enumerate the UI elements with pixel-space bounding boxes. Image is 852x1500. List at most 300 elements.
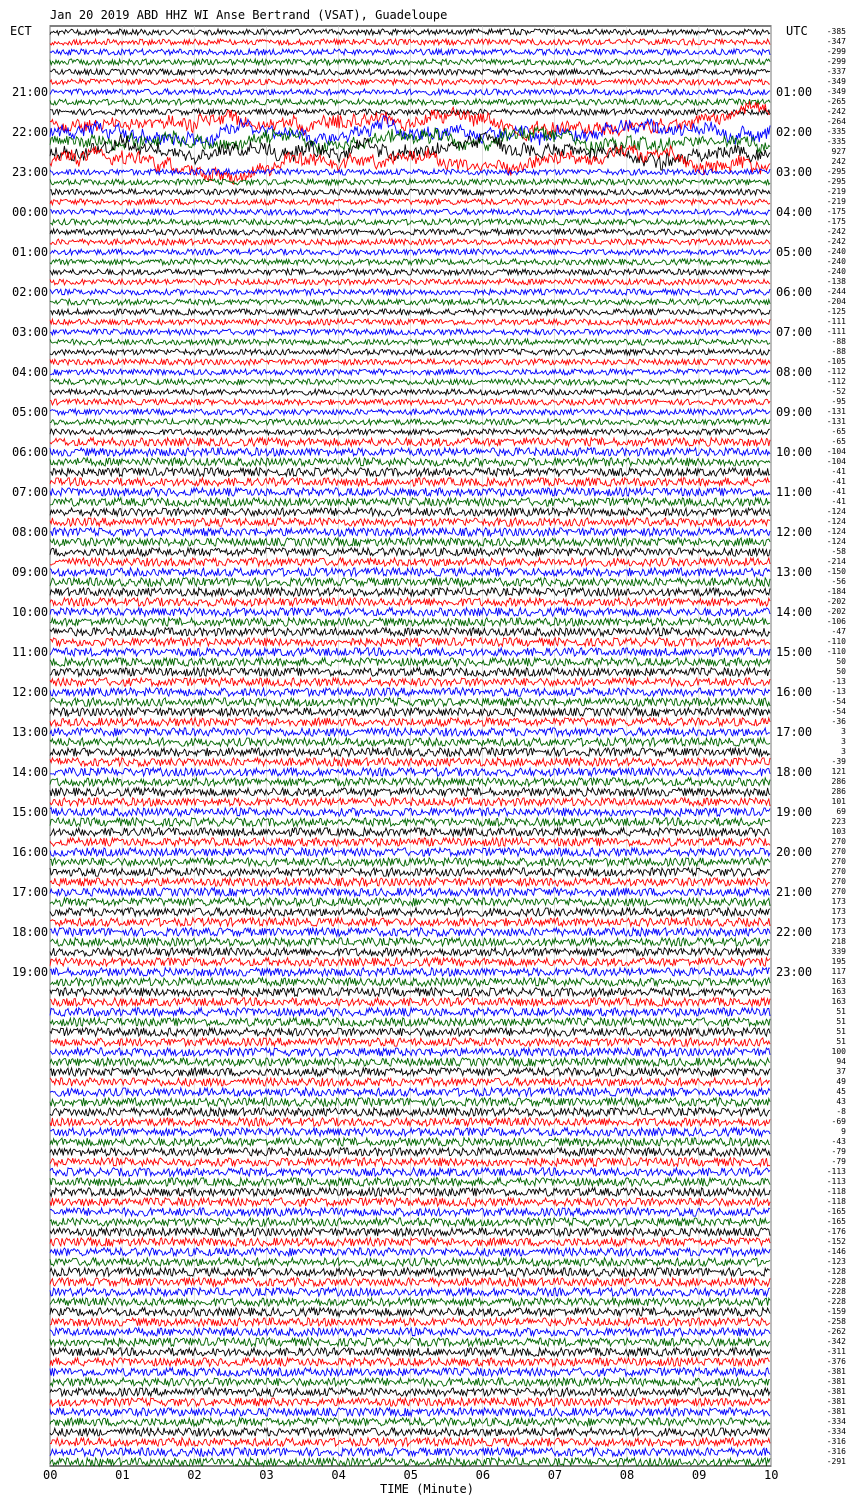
trace-row-85 [50, 878, 770, 886]
right-offset-value: -125 [826, 307, 846, 316]
trace-row-136 [50, 1388, 770, 1396]
trace-row-76 [50, 788, 770, 796]
trace-row-54 [50, 568, 770, 576]
trace-row-142 [50, 1448, 770, 1456]
trace-row-3 [50, 59, 770, 65]
x-tick-label: 05 [403, 1468, 418, 1482]
trace-row-88 [50, 908, 770, 916]
right-offset-value: 163 [831, 977, 846, 986]
trace-row-133 [50, 1358, 770, 1366]
trace-row-35 [50, 379, 770, 385]
trace-row-86 [50, 888, 770, 896]
right-offset-value: -128 [826, 1267, 846, 1276]
trace-row-115 [50, 1178, 770, 1186]
right-offset-value: -111 [826, 327, 846, 336]
trace-row-61 [50, 638, 770, 646]
right-offset-value: -95 [831, 397, 846, 406]
trace-row-87 [50, 898, 770, 906]
right-offset-value: 100 [831, 1047, 846, 1056]
trace-row-122 [50, 1248, 770, 1256]
left-time-label: 10:00 [12, 605, 49, 619]
trace-row-66 [50, 688, 770, 696]
right-offset-value: -228 [826, 1287, 846, 1296]
x-axis-title: TIME (Minute) [380, 1482, 474, 1496]
trace-row-107 [50, 1098, 770, 1106]
right-time-label: 01:00 [776, 85, 813, 99]
right-offset-value: -335 [826, 137, 846, 146]
right-offset-value: 103 [831, 827, 846, 836]
right-offset-value: -110 [826, 647, 846, 656]
right-time-label: 02:00 [776, 125, 813, 139]
right-time-label: 04:00 [776, 205, 813, 219]
x-tick-label: 06 [475, 1468, 491, 1482]
right-time-label: 17:00 [776, 725, 813, 739]
right-offset-value: -36 [831, 717, 846, 726]
trace-row-119 [50, 1218, 770, 1226]
right-offset-value: -138 [826, 277, 846, 286]
right-offset-value: -219 [826, 187, 846, 196]
right-offset-value: -334 [826, 1427, 846, 1436]
trace-row-45 [50, 478, 770, 486]
trace-row-64 [50, 668, 770, 676]
right-offset-value: -65 [831, 427, 846, 436]
trace-row-99 [50, 1018, 770, 1026]
right-time-label: 12:00 [776, 525, 813, 539]
right-offset-value: -104 [826, 457, 846, 466]
trace-row-58 [50, 608, 770, 616]
trace-row-139 [50, 1418, 770, 1426]
trace-row-0 [50, 29, 770, 35]
right-offset-value: -337 [826, 67, 846, 76]
right-offset-value: -316 [826, 1447, 846, 1456]
right-offset-value: 173 [831, 927, 846, 936]
right-offset-value: -105 [826, 357, 846, 366]
trace-row-57 [50, 598, 770, 606]
trace-row-127 [50, 1298, 770, 1306]
right-offset-value: 223 [831, 817, 846, 826]
trace-row-6 [50, 89, 770, 95]
right-offset-value: 51 [836, 1007, 846, 1016]
left-time-label: 11:00 [12, 645, 49, 659]
trace-row-116 [50, 1188, 770, 1196]
trace-row-55 [50, 578, 770, 586]
right-offset-value: -264 [826, 117, 846, 126]
left-time-label: 14:00 [12, 765, 49, 779]
right-offset-value: -228 [826, 1277, 846, 1286]
trace-row-111 [50, 1138, 770, 1146]
trace-row-143 [50, 1458, 770, 1466]
x-tick-label: 09 [691, 1468, 707, 1482]
right-offset-value: -240 [826, 267, 846, 276]
right-offset-value: -124 [826, 527, 846, 536]
right-time-label: 20:00 [776, 845, 813, 859]
trace-row-125 [50, 1278, 770, 1286]
right-offset-value: 3 [841, 737, 846, 746]
right-offset-value: 69 [836, 807, 846, 816]
right-offset-value: -39 [831, 757, 846, 766]
trace-row-94 [50, 968, 770, 976]
trace-row-51 [50, 538, 770, 546]
left-time-label: 13:00 [12, 725, 49, 739]
right-time-label: 10:00 [776, 445, 813, 459]
right-offset-value: -124 [826, 517, 846, 526]
trace-row-97 [50, 998, 770, 1006]
right-offset-value: -56 [831, 577, 846, 586]
right-offset-value: -118 [826, 1197, 846, 1206]
trace-row-134 [50, 1368, 770, 1376]
right-offset-value: 173 [831, 917, 846, 926]
trace-row-29 [50, 319, 770, 325]
trace-row-112 [50, 1148, 770, 1156]
trace-row-39 [50, 419, 770, 425]
trace-row-84 [50, 868, 770, 876]
trace-row-106 [50, 1088, 770, 1096]
right-offset-value: -202 [826, 597, 846, 606]
right-time-label: 08:00 [776, 365, 813, 379]
right-time-label: 05:00 [776, 245, 813, 259]
trace-row-27 [50, 299, 770, 305]
right-offset-value: -131 [826, 407, 846, 416]
trace-row-98 [50, 1008, 770, 1016]
right-time-label: 06:00 [776, 285, 813, 299]
trace-row-114 [50, 1168, 770, 1176]
right-offset-value: 3 [841, 727, 846, 736]
trace-group [50, 29, 770, 1466]
right-offset-value: -112 [826, 377, 846, 386]
trace-row-16 [50, 189, 770, 195]
right-offset-value: -385 [826, 27, 846, 36]
trace-row-137 [50, 1398, 770, 1406]
right-offset-value: -113 [826, 1177, 846, 1186]
trace-row-141 [50, 1438, 770, 1446]
right-offset-value: -342 [826, 1337, 846, 1346]
right-offset-value: -58 [831, 547, 846, 556]
right-offset-value: -316 [826, 1437, 846, 1446]
trace-row-31 [50, 339, 770, 345]
right-time-label: 21:00 [776, 885, 813, 899]
right-offset-value: -376 [826, 1357, 846, 1366]
trace-row-46 [50, 488, 770, 496]
trace-row-60 [50, 628, 770, 636]
trace-row-34 [50, 369, 770, 375]
right-offset-value: -299 [826, 57, 846, 66]
trace-row-8 [50, 109, 770, 115]
x-tick-label: 10 [764, 1468, 779, 1482]
right-time-label: 11:00 [776, 485, 813, 499]
right-offset-value: -381 [826, 1407, 846, 1416]
trace-row-63 [50, 658, 770, 666]
right-time-label: 09:00 [776, 405, 813, 419]
right-offset-value: 121 [831, 767, 846, 776]
x-tick-label: 07 [547, 1468, 563, 1482]
trace-row-50 [50, 528, 770, 536]
right-offset-value: -295 [826, 167, 846, 176]
right-offset-value: 51 [836, 1027, 846, 1036]
trace-row-56 [50, 588, 770, 596]
right-offset-value: -335 [826, 127, 846, 136]
trace-row-117 [50, 1198, 770, 1206]
trace-row-108 [50, 1108, 770, 1116]
right-offset-value: -165 [826, 1217, 846, 1226]
right-offset-value: -291 [826, 1457, 846, 1466]
trace-row-52 [50, 548, 770, 556]
left-time-label: 22:00 [12, 125, 49, 139]
right-offset-value: -41 [831, 467, 846, 476]
left-time-label: 16:00 [12, 845, 49, 859]
right-offset-value: 173 [831, 907, 846, 916]
right-offset-value: -124 [826, 507, 846, 516]
trace-row-21 [50, 239, 770, 245]
trace-row-138 [50, 1408, 770, 1416]
right-offset-value: 163 [831, 997, 846, 1006]
trace-row-44 [50, 468, 770, 476]
right-offset-value: -381 [826, 1367, 846, 1376]
right-offset-value: -54 [831, 707, 846, 716]
right-offset-value: 339 [831, 947, 846, 956]
trace-row-70 [50, 728, 770, 736]
right-offset-value: -8 [836, 1107, 846, 1116]
trace-row-73 [50, 758, 770, 766]
right-time-label: 19:00 [776, 805, 813, 819]
trace-row-77 [50, 798, 770, 806]
trace-row-22 [50, 249, 770, 255]
right-offset-value: 163 [831, 987, 846, 996]
right-time-label: 14:00 [776, 605, 813, 619]
trace-row-20 [50, 229, 770, 235]
right-offset-value: -106 [826, 617, 846, 626]
trace-row-68 [50, 708, 770, 716]
right-offset-value: 218 [831, 937, 846, 946]
trace-row-25 [50, 279, 770, 285]
trace-row-123 [50, 1258, 770, 1266]
trace-row-118 [50, 1208, 770, 1216]
right-time-label: 18:00 [776, 765, 813, 779]
trace-row-53 [50, 558, 770, 566]
x-tick-label: 00 [43, 1468, 58, 1482]
trace-row-131 [50, 1338, 770, 1346]
trace-row-81 [50, 838, 770, 846]
right-offset-value: -146 [826, 1247, 846, 1256]
trace-row-19 [50, 219, 770, 225]
right-offset-value: 195 [831, 957, 846, 966]
trace-row-109 [50, 1118, 770, 1126]
trace-row-49 [50, 518, 770, 526]
right-offset-value: -13 [831, 687, 846, 696]
right-offset-value: -159 [826, 1307, 846, 1316]
right-time-label: 22:00 [776, 925, 813, 939]
trace-row-36 [50, 389, 770, 395]
right-offset-value: 286 [831, 777, 846, 786]
right-offset-value: 270 [831, 867, 846, 876]
trace-row-91 [50, 938, 770, 946]
trace-row-80 [50, 828, 770, 836]
trace-row-104 [50, 1068, 770, 1076]
right-offset-value: -244 [826, 287, 846, 296]
left-time-label: 05:00 [12, 405, 49, 419]
right-offset-value: 37 [836, 1067, 846, 1076]
trace-row-89 [50, 918, 770, 926]
right-offset-value: -265 [826, 97, 846, 106]
right-offset-value: -69 [831, 1117, 846, 1126]
right-offset-value: -110 [826, 637, 846, 646]
right-time-label: 15:00 [776, 645, 813, 659]
trace-row-47 [50, 498, 770, 506]
right-offset-value: 50 [836, 657, 846, 666]
right-offset-value: -311 [826, 1347, 846, 1356]
right-offset-value: -228 [826, 1297, 846, 1306]
right-offset-value: -104 [826, 447, 846, 456]
x-tick-label: 04 [331, 1468, 346, 1482]
trace-row-113 [50, 1158, 770, 1166]
right-offset-value: 50 [836, 667, 846, 676]
right-offset-value: -41 [831, 497, 846, 506]
left-time-label: 03:00 [12, 325, 49, 339]
trace-row-67 [50, 698, 770, 706]
trace-row-30 [50, 329, 770, 335]
trace-row-23 [50, 259, 770, 265]
right-offset-value: 101 [831, 797, 846, 806]
left-time-label: 15:00 [12, 805, 49, 819]
trace-row-7 [50, 99, 770, 105]
right-offset-value: 45 [836, 1087, 846, 1096]
right-offset-value: -88 [831, 347, 846, 356]
right-offset-value: -175 [826, 217, 846, 226]
right-offset-value: -349 [826, 87, 846, 96]
right-offset-value: -88 [831, 337, 846, 346]
right-offset-value: -299 [826, 47, 846, 56]
trace-row-105 [50, 1078, 770, 1086]
trace-row-2 [50, 49, 770, 55]
right-offset-value: 49 [836, 1077, 846, 1086]
trace-row-42 [50, 448, 770, 456]
trace-row-18 [50, 209, 770, 215]
right-offset-value: 286 [831, 787, 846, 796]
trace-row-135 [50, 1378, 770, 1386]
trace-row-71 [50, 738, 770, 746]
trace-row-79 [50, 818, 770, 826]
right-offset-value: -240 [826, 257, 846, 266]
right-offset-value: 270 [831, 837, 846, 846]
trace-row-74 [50, 768, 770, 776]
right-offset-value: 927 [831, 147, 846, 156]
right-offset-value: -41 [831, 487, 846, 496]
right-offset-value: -131 [826, 417, 846, 426]
left-time-label: 06:00 [12, 445, 49, 459]
left-time-label: 09:00 [12, 565, 49, 579]
left-time-label: 19:00 [12, 965, 49, 979]
left-time-label: 07:00 [12, 485, 49, 499]
trace-row-93 [50, 958, 770, 966]
trace-row-130 [50, 1328, 770, 1336]
right-offset-value: -381 [826, 1397, 846, 1406]
trace-row-43 [50, 458, 770, 466]
right-offset-value: 270 [831, 847, 846, 856]
right-offset-value: 270 [831, 857, 846, 866]
right-offset-value: -165 [826, 1207, 846, 1216]
trace-row-28 [50, 309, 770, 315]
right-offset-value: 173 [831, 897, 846, 906]
right-offset-value: -242 [826, 237, 846, 246]
trace-row-100 [50, 1028, 770, 1036]
right-offset-value: 51 [836, 1037, 846, 1046]
trace-row-83 [50, 858, 770, 866]
trace-row-121 [50, 1238, 770, 1246]
trace-row-96 [50, 988, 770, 996]
left-time-label: 08:00 [12, 525, 49, 539]
right-offset-value: -295 [826, 177, 846, 186]
trace-row-48 [50, 508, 770, 516]
trace-row-1 [50, 39, 770, 45]
right-offset-value: -349 [826, 77, 846, 86]
right-offset-value: -214 [826, 557, 846, 566]
trace-row-132 [50, 1348, 770, 1356]
right-offset-value: 117 [831, 967, 846, 976]
trace-row-26 [50, 289, 770, 295]
right-offset-value: -41 [831, 477, 846, 486]
trace-row-110 [50, 1128, 770, 1136]
left-time-label: 21:00 [12, 85, 49, 99]
right-offset-value: -347 [826, 37, 846, 46]
right-offset-value: -381 [826, 1377, 846, 1386]
x-tick-label: 03 [259, 1468, 274, 1482]
trace-row-24 [50, 269, 770, 275]
right-time-label: 16:00 [776, 685, 813, 699]
trace-row-126 [50, 1288, 770, 1296]
trace-row-82 [50, 848, 770, 856]
trace-row-17 [50, 199, 770, 205]
right-offset-value: -176 [826, 1227, 846, 1236]
left-time-label: 23:00 [12, 165, 49, 179]
left-timezone-label: ECT [10, 24, 32, 38]
trace-row-101 [50, 1038, 770, 1046]
right-offset-value: -79 [831, 1147, 846, 1156]
trace-row-15 [50, 179, 770, 185]
trace-row-95 [50, 978, 770, 986]
trace-row-103 [50, 1058, 770, 1066]
right-offset-value: -204 [826, 297, 846, 306]
right-offset-value: -258 [826, 1317, 846, 1326]
trace-row-65 [50, 678, 770, 686]
trace-row-128 [50, 1308, 770, 1316]
trace-row-129 [50, 1318, 770, 1326]
right-offset-value: -184 [826, 587, 846, 596]
trace-row-72 [50, 748, 770, 756]
right-offset-value: -43 [831, 1137, 846, 1146]
right-offset-value: -219 [826, 197, 846, 206]
right-offset-value: -152 [826, 1237, 846, 1246]
trace-row-90 [50, 928, 770, 936]
right-offset-value: -262 [826, 1327, 846, 1336]
right-offset-value: -112 [826, 367, 846, 376]
trace-row-140 [50, 1428, 770, 1436]
trace-row-102 [50, 1048, 770, 1056]
trace-row-59 [50, 618, 770, 626]
left-time-label: 12:00 [12, 685, 49, 699]
right-offset-value: 270 [831, 887, 846, 896]
x-tick-label: 08 [619, 1468, 635, 1482]
trace-row-78 [50, 808, 770, 816]
right-timezone-label: UTC [786, 24, 808, 38]
trace-row-37 [50, 399, 770, 405]
right-offset-value: -13 [831, 677, 846, 686]
trace-row-40 [50, 429, 770, 435]
right-offset-value: -111 [826, 317, 846, 326]
right-offset-value: -118 [826, 1187, 846, 1196]
right-offset-value: -123 [826, 1257, 846, 1266]
trace-row-62 [50, 648, 770, 656]
right-time-label: 23:00 [776, 965, 813, 979]
right-offset-value: -242 [826, 107, 846, 116]
